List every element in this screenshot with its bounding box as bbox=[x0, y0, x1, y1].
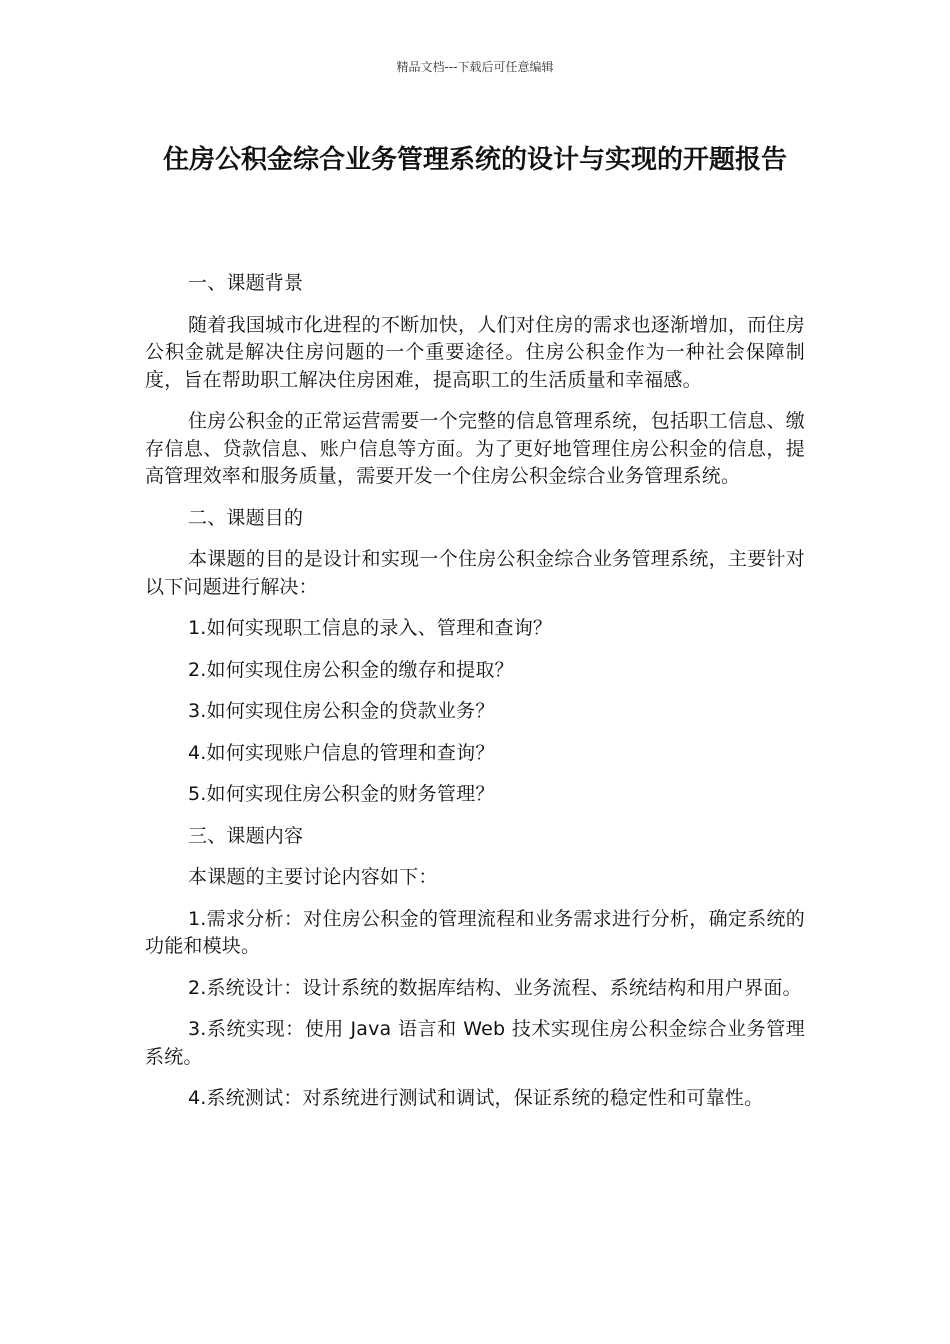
list-item: 3.如何实现住房公积金的贷款业务？ bbox=[188, 700, 495, 722]
list-item: 2.如何实现住房公积金的缴存和提取？ bbox=[188, 658, 514, 681]
section-heading-background: 一、课题背景 bbox=[188, 272, 304, 294]
list-item: 5.如何实现住房公积金的财务管理？ bbox=[188, 783, 495, 805]
paragraph: 本课题的目的是设计和实现一个住房公积金综合业务管理系统，主要针对以下问题进行解决： bbox=[145, 548, 805, 598]
paragraph: 住房公积金的正常运营需要一个完整的信息管理系统，包括职工信息、缴存信息、贷款信息、账户信息等方面。为了更好地管理住房公积金的信息，提高管理效率和服务质量，需要开发一个住房公积金综合业务管理系统。 bbox=[145, 410, 805, 487]
header-note: 精品文档---下载后可任意编辑 bbox=[396, 60, 554, 74]
paragraph: 随着我国城市化进程的不断加快，人们对住房的需求也逐渐增加，而住房公积金就是解决住房问题的一个重要途径。住房公积金作为一种社会保障制度，旨在帮助职工解决住房困难，提高职工的生活质量和幸福感。 bbox=[145, 313, 805, 391]
section-heading-purpose: 二、课题目的 bbox=[188, 506, 304, 529]
document-title: 住房公积金综合业务管理系统的设计与实现的开题报告 bbox=[162, 145, 787, 175]
list-item: 1.需求分析：对住房公积金的管理流程和业务需求进行分析，确定系统的功能和模块。 bbox=[145, 907, 805, 957]
list-item: 4.系统测试：对系统进行测试和调试，保证系统的稳定性和可靠性。 bbox=[188, 1087, 764, 1109]
list-item: 1.如何实现职工信息的录入、管理和查询？ bbox=[188, 617, 553, 639]
document-body bbox=[145, 270, 805, 1127]
list-item: 3.系统实现：使用 Java 语言和 Web 技术实现住房公积金综合业务管理系统。 bbox=[145, 1018, 805, 1068]
list-item: 4.如何实现账户信息的管理和查询？ bbox=[188, 741, 495, 764]
paragraph: 本课题的主要讨论内容如下： bbox=[188, 866, 438, 888]
list-item: 2.系统设计：设计系统的数据库结构、业务流程、系统结构和用户界面。 bbox=[188, 976, 802, 999]
section-heading-content: 三、课题内容 bbox=[188, 824, 304, 847]
